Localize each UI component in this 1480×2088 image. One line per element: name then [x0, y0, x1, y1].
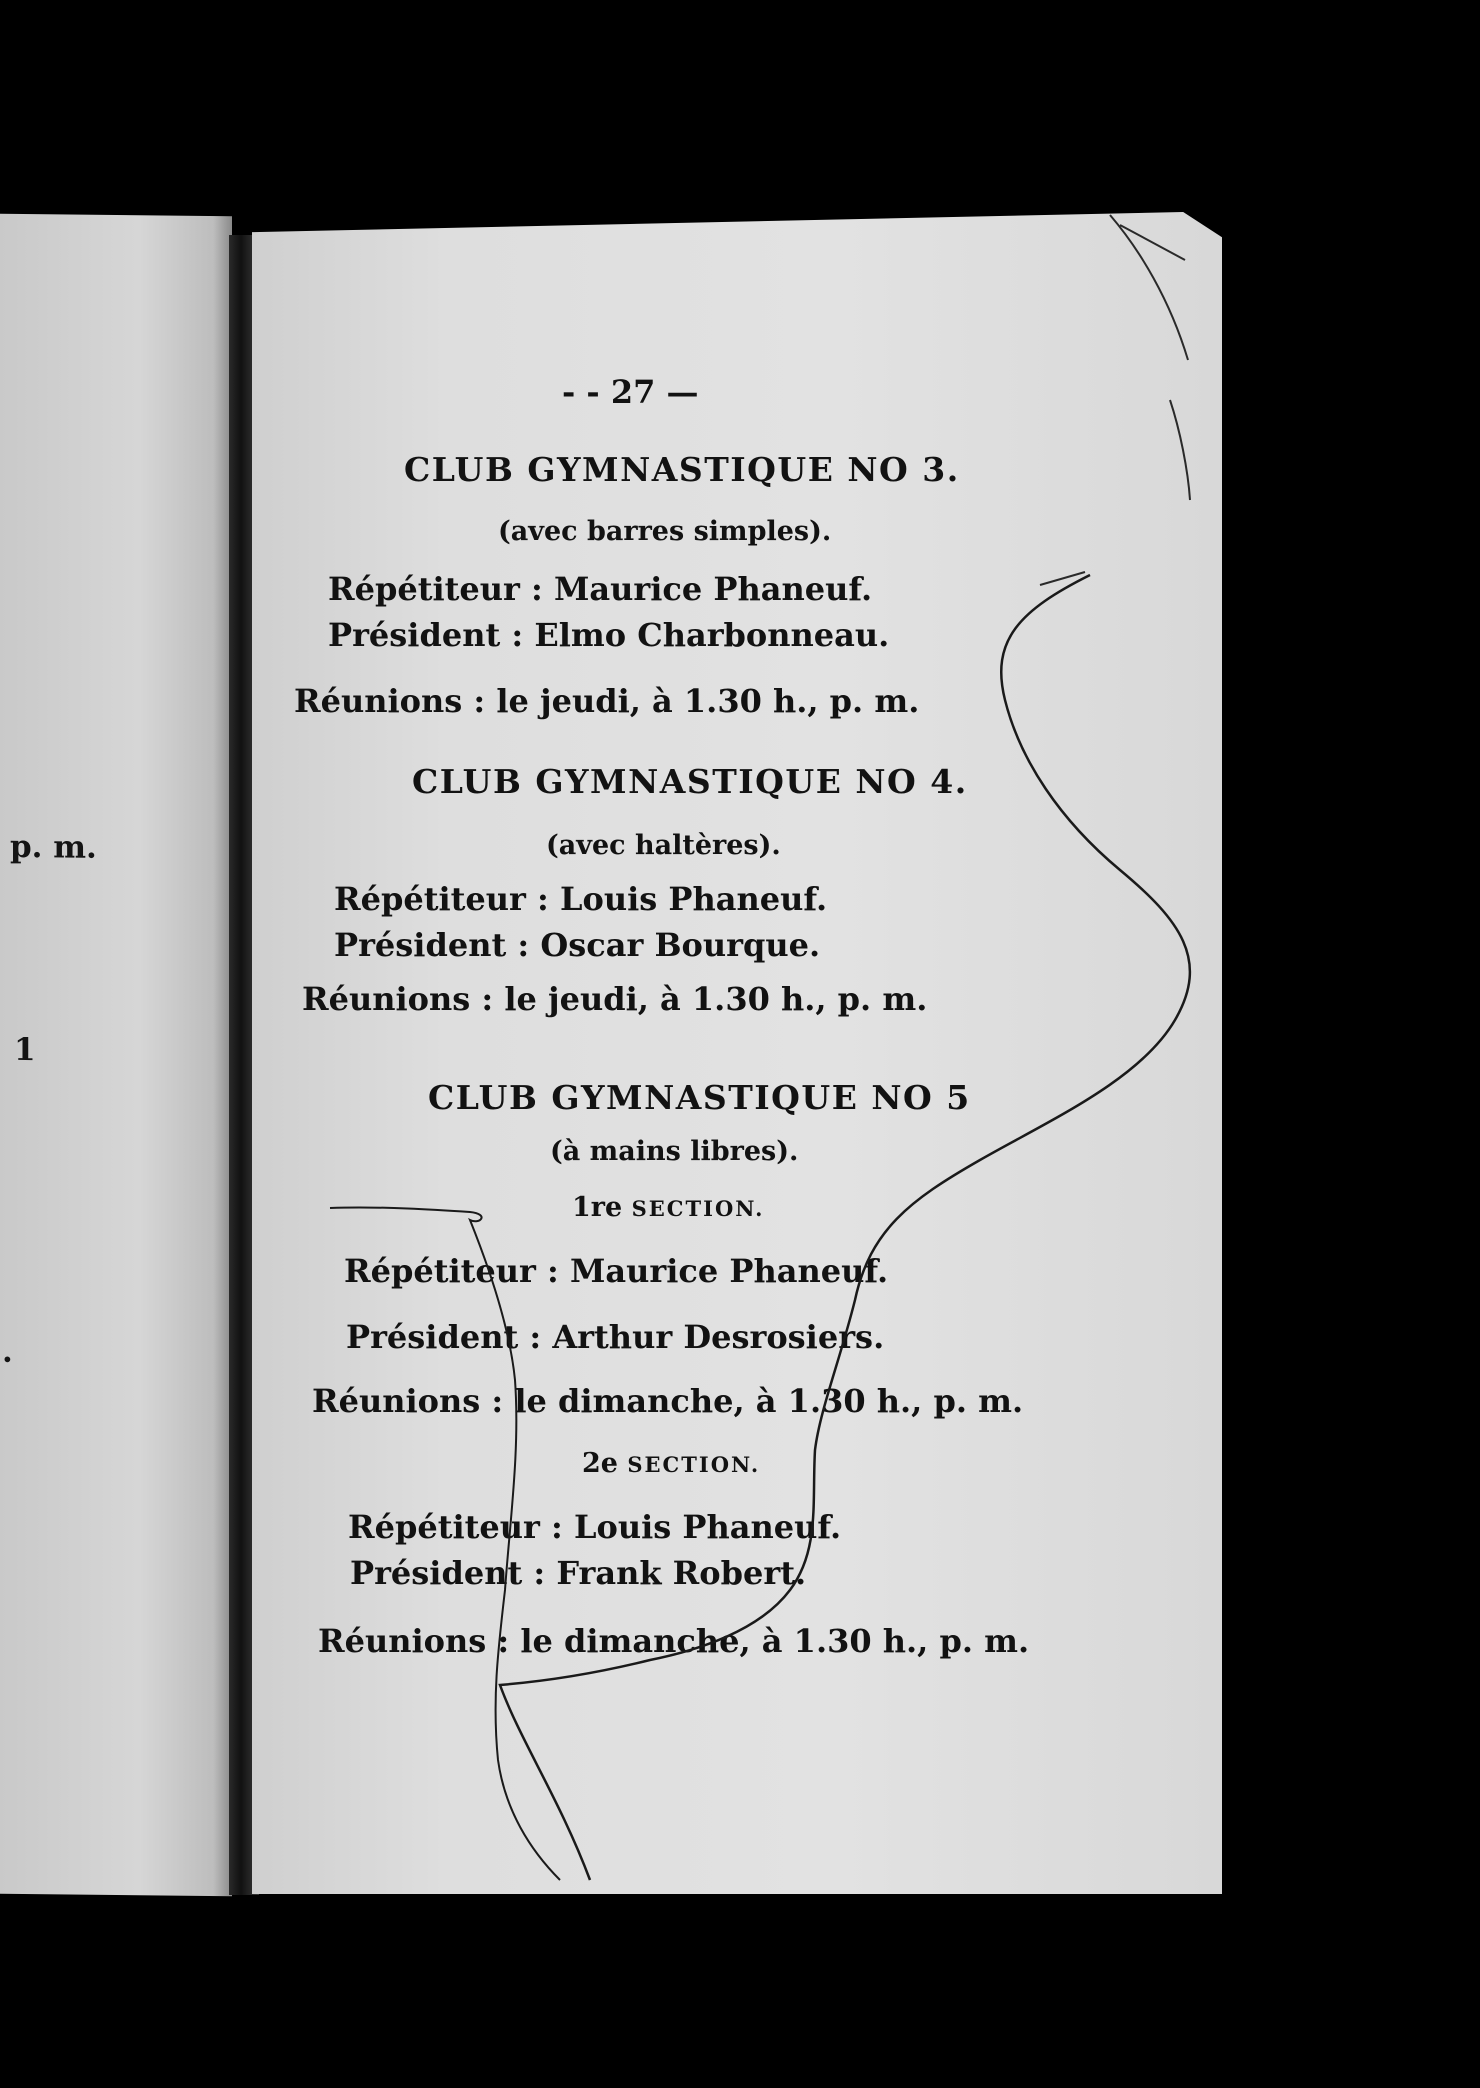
president-label: Président :	[334, 926, 530, 964]
reunions-text: le jeudi, à 1.30 h., p. m.	[504, 980, 928, 1018]
page-number: - - 27 —	[562, 373, 699, 411]
president-name: Arthur Desrosiers.	[552, 1318, 885, 1356]
repetiteur-name: Maurice Phaneuf.	[553, 570, 873, 608]
section-1-heading	[572, 1192, 764, 1223]
reunions-text: le dimanche, à 1.30 h., p. m.	[514, 1382, 1024, 1420]
section-label: SECTION.	[627, 1452, 761, 1477]
club-3-subtitle: (avec barres simples).	[498, 516, 832, 547]
section-label: SECTION.	[631, 1196, 765, 1221]
reunions-label: Réunions :	[312, 1382, 504, 1420]
president-label: Président :	[350, 1554, 546, 1592]
reunions-text: le jeudi, à 1.30 h., p. m.	[496, 682, 920, 720]
reunions-label: Réunions :	[302, 980, 494, 1018]
section-2-reunions	[318, 1622, 1029, 1660]
club-4-president	[334, 926, 820, 964]
repetiteur-label: Répétiteur :	[334, 880, 549, 918]
club-3-reunions	[294, 682, 919, 720]
reunions-text: le dimanche, à 1.30 h., p. m.	[520, 1622, 1030, 1660]
repetiteur-label: Répétiteur :	[344, 1252, 559, 1290]
president-name: Frank Robert.	[556, 1554, 807, 1592]
president-label: Président :	[346, 1318, 542, 1356]
left-page-fragment: .	[2, 1333, 13, 1370]
left-page-fragment: 1	[14, 1031, 36, 1069]
repetiteur-label: Répétiteur :	[328, 570, 543, 608]
club-4-reunions	[302, 980, 927, 1018]
section-1-repetiteur	[344, 1252, 888, 1290]
section-2-president	[350, 1554, 806, 1592]
club-3-heading: CLUB GYMNASTIQUE NO 3.	[404, 450, 960, 489]
section-2-repetiteur	[348, 1508, 841, 1546]
section-1-president	[346, 1318, 884, 1356]
club-3-president	[328, 616, 889, 654]
section-number: 1re	[572, 1192, 623, 1223]
repetiteur-name: Maurice Phaneuf.	[569, 1252, 889, 1290]
repetiteur-name: Louis Phaneuf.	[559, 880, 828, 918]
club-5-subtitle: (à mains libres).	[550, 1136, 799, 1167]
club-4-repetiteur	[334, 880, 827, 918]
left-page-fragment: p. m.	[10, 828, 97, 866]
section-1-reunions	[312, 1382, 1023, 1420]
president-name: Elmo Charbonneau.	[534, 616, 890, 654]
club-5-heading: CLUB GYMNASTIQUE NO 5	[428, 1078, 971, 1117]
club-3-repetiteur	[328, 570, 872, 608]
president-name: Oscar Bourque.	[540, 926, 821, 964]
section-number: 2e	[582, 1448, 618, 1479]
repetiteur-label: Répétiteur :	[348, 1508, 563, 1546]
reunions-label: Réunions :	[294, 682, 486, 720]
president-label: Président :	[328, 616, 524, 654]
repetiteur-name: Louis Phaneuf.	[573, 1508, 842, 1546]
reunions-label: Réunions :	[318, 1622, 510, 1660]
club-4-heading: CLUB GYMNASTIQUE NO 4.	[412, 762, 968, 801]
section-2-heading	[582, 1448, 760, 1479]
left-facing-page	[0, 214, 232, 1896]
club-4-subtitle: (avec haltères).	[546, 830, 781, 861]
